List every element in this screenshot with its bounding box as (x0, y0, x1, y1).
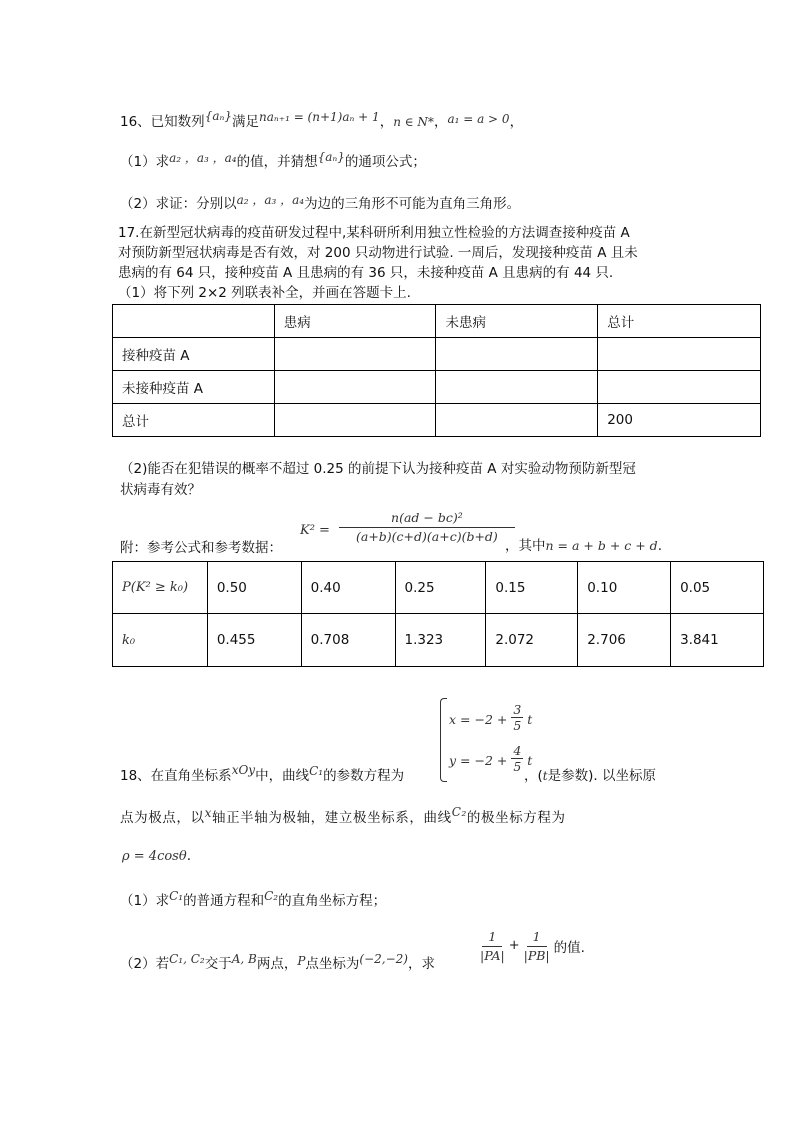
domain-formula: n ∈ N* (393, 115, 434, 129)
x-axis-symbol: x (204, 806, 212, 820)
curve-c1-symbol: C₁ (309, 764, 324, 778)
q17-stem-line3: 患病的有 64 只，接种疫苗 A 且患病的有 36 只，未接种疫苗 A 且患病的有 44 只. (118, 265, 614, 281)
formula-fraction (339, 509, 515, 546)
p-value-cell: 0.50 (207, 562, 301, 614)
table-row (113, 404, 761, 437)
table-cell (598, 338, 761, 371)
table-cell (436, 371, 598, 404)
curve-c2-symbol: C₂ (264, 889, 279, 903)
q18-stem-line1: 18、在直角坐标系xOy中，曲线C₁的参数方程为 (120, 763, 405, 784)
parametric-y-equation: y = −2 + $\frac{4}{5}$ t (449, 743, 533, 774)
q17-part2-line2: 状病毒有效？ (120, 482, 201, 498)
table-cell (274, 404, 436, 437)
table-row (113, 305, 761, 338)
k-value-cell: 1.323 (395, 614, 486, 667)
terms-a2-a3-a4: a₂ ，a₃ ，a₄ (169, 151, 237, 165)
table-cell (436, 338, 598, 371)
fraction-4-5: $\frac{4}{5}$ (513, 743, 522, 774)
fraction-1-over-pa: $\frac{1}{|PA|}$ (480, 929, 505, 963)
p-value-cell: 0.10 (578, 562, 671, 614)
k-value-cell: 3.841 (671, 614, 764, 667)
table-cell (274, 371, 436, 404)
row-label: 总计 (113, 404, 275, 437)
parametric-x-equation: x = −2 + $\frac{3}{5}$ t (449, 702, 533, 733)
k-row-label: k₀ (113, 614, 208, 667)
coord-system-symbol: xOy (231, 763, 256, 777)
n-sum-formula: n = a + b + c + d (545, 538, 658, 553)
q16-stem: 16、已知数列{aₙ}满足naₙ₊₁ = (n+1)aₙ + 1，n ∈ N*，a₁ = a > 0， (120, 109, 524, 130)
row-label: 接种疫苗 A (113, 338, 275, 371)
k-value-cell: 0.455 (207, 614, 301, 667)
q18-part2: （2）若C₁, C₂交于A, B两点，P点坐标为(−2,−2)，求 (120, 952, 435, 972)
q16-part2: （2）求证：分别以a₂ ，a₃ ，a₄为边的三角形不可能为直角三角形。 (120, 193, 521, 212)
table-header: 患病 (274, 305, 436, 338)
terms-a2-a3-a4: a₂ ，a₃ ，a₄ (236, 193, 305, 207)
row-label: 未接种疫苗 A (113, 371, 275, 404)
table-cell (274, 338, 436, 371)
p-value-cell: 0.05 (671, 562, 764, 614)
q17-part1: （1）将下列 2×2 列联表补全，并画在答题卡上. (118, 285, 411, 301)
initial-condition: a₁ = a > 0 (447, 112, 510, 126)
equation-system-brace (440, 698, 447, 782)
table-cell (436, 404, 598, 437)
table-row (113, 614, 764, 667)
k-value-cell: 2.706 (578, 614, 671, 667)
q17-part2-line1: （2)能否在犯错误的概率不超过 0.25 的前提下认为接种疫苗 A 对实验动物预防新型冠 (120, 461, 636, 477)
q18-part1: （1）求C₁的普通方程和C₂的直角坐标方程； (120, 889, 387, 909)
formula-denominator: (a+b)(c+d)(a+c)(b+d) (355, 529, 498, 544)
q18-stem-line2: 点为极点，以x轴正半轴为极轴，建立极坐标系，曲线C₂的极坐标方程为 (120, 805, 566, 826)
q17-stem-line2: 对预防新型冠状病毒是否有效，对 200 只动物进行试验. 一周后，发现接种疫苗 A 且未 (118, 245, 638, 261)
curve-c1-symbol: C₁ (169, 889, 184, 903)
table-cell: 200 (598, 404, 761, 437)
ref-label: 附：参考公式和参考数据： (120, 540, 282, 556)
critical-value-table (112, 561, 764, 667)
formula-lhs: K² = (300, 523, 330, 538)
points-a-b: A, B (231, 952, 257, 966)
curves-c1-c2: C₁, C₂ (169, 952, 205, 966)
sequence-symbol: {aₙ} (317, 150, 345, 164)
table-row (113, 338, 761, 371)
p-value-cell: 0.25 (395, 562, 486, 614)
k-value-cell: 0.708 (301, 614, 395, 667)
formula-tail: ，其中n = a + b + c + d. (505, 538, 662, 554)
k-squared-formula (300, 509, 515, 546)
fraction-3-5: $\frac{3}{5}$ (513, 702, 522, 733)
point-p: P (297, 954, 306, 968)
p-value-cell: 0.40 (301, 562, 395, 614)
table-row (113, 562, 764, 614)
p-row-label: P(K² ≥ k₀) (113, 562, 208, 614)
recurrence-formula: naₙ₊₁ = (n+1)aₙ + 1 (258, 110, 380, 124)
contingency-table (112, 304, 761, 437)
sequence-symbol: {aₙ} (204, 109, 232, 123)
curve-c2-symbol: C₂ (451, 805, 467, 819)
point-p-coordinates: (−2,−2) (359, 952, 408, 966)
q16-part1: （1）求a₂ ，a₃ ，a₄的值，并猜想{aₙ}的通项公式； (120, 150, 426, 170)
formula-numerator: n(ad − bc)² (339, 509, 515, 528)
table-cell (113, 305, 275, 338)
table-row (113, 371, 761, 404)
q18-stem-line1-tail: ，(t是参数). 以坐标原 (524, 768, 656, 784)
polar-equation: ρ = 4cosθ. (122, 848, 191, 864)
table-header: 总计 (598, 305, 761, 338)
table-header: 未患病 (436, 305, 598, 338)
k-value-cell: 2.072 (486, 614, 578, 667)
p-value-cell: 0.15 (486, 562, 578, 614)
fraction-1-over-pb: $\frac{1}{|PB|}$ (523, 929, 550, 963)
reciprocal-sum-expression: $\frac{1}{|PA|}$ + $\frac{1}{|PB|}$ 的值. (480, 929, 585, 963)
q17-stem-line1: 17.在新型冠状病毒的疫苗研发过程中,某科研所利用独立性检验的方法调查接种疫苗 A (118, 225, 630, 241)
table-cell (598, 371, 761, 404)
